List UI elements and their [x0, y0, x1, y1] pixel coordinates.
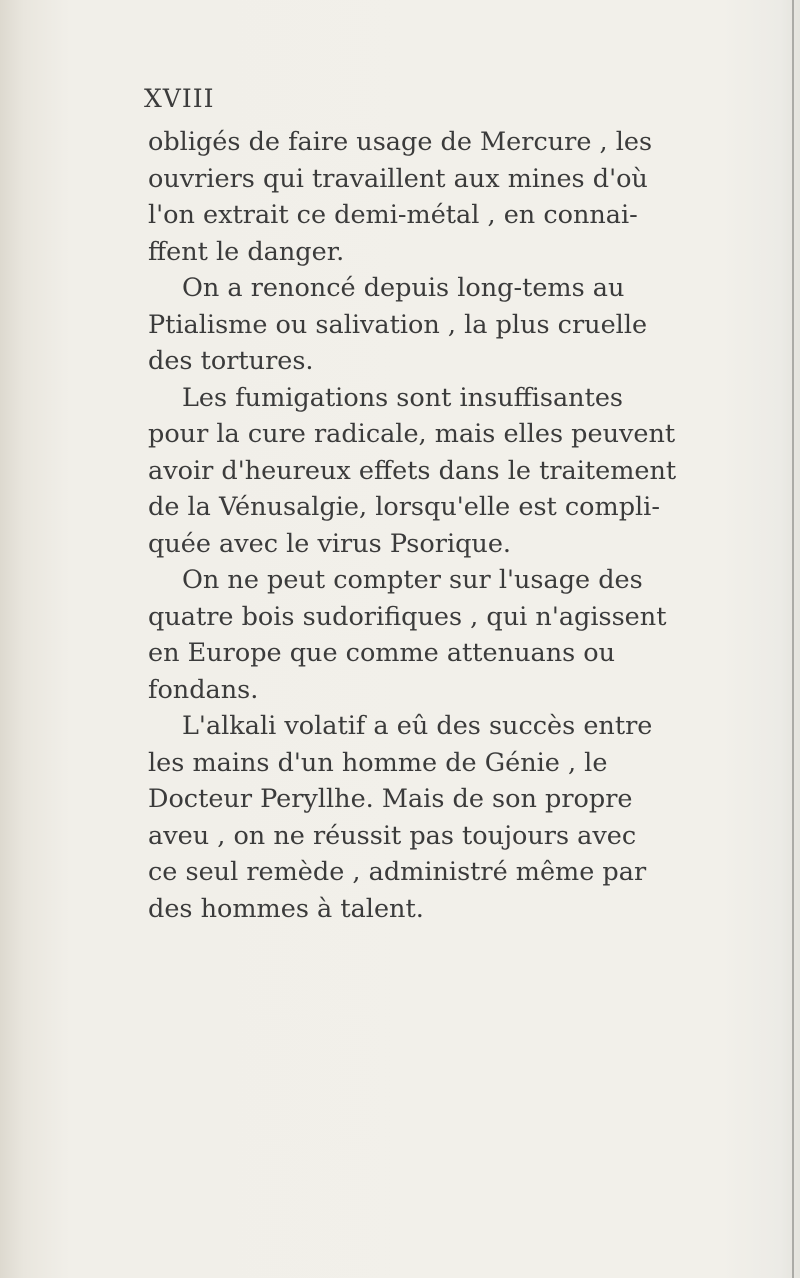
- text-line: obligés de faire usage de Mercure , les: [148, 127, 653, 157]
- body-text: [148, 124, 794, 927]
- text-line: en Europe que comme attenuans ou: [148, 638, 616, 668]
- text-line: Les fumigations sont insuffisantes: [182, 382, 624, 413]
- text-line: ce seul remède , administré même par: [148, 857, 647, 887]
- text-line: ffent le danger.: [148, 236, 345, 267]
- text-line: quatre bois sudorifiques , qui n'agissent: [148, 601, 667, 632]
- text-line: des hommes à talent.: [148, 893, 424, 924]
- text-line: Docteur Peryllhe. Mais de son propre: [148, 784, 633, 814]
- text-line: L'alkali volatif a eû des succès entre: [182, 711, 653, 741]
- text-line: On ne peut compter sur l'usage des: [182, 565, 643, 595]
- text-line: des tortures.: [148, 346, 314, 376]
- text-line: de la Vénusalgie, lorsqu'elle est compli-: [148, 492, 660, 522]
- text-line: pour la cure radicale, mais elles peuvent: [148, 419, 676, 449]
- text-line: quée avec le virus Psorique.: [148, 528, 512, 559]
- text-line: les mains d'un homme de Génie , le: [148, 747, 608, 778]
- text-line: Ptialisme ou salivation , la plus cruelle: [148, 309, 648, 340]
- text-line: On a renoncé depuis long-tems au: [182, 273, 625, 303]
- text-line: l'on extrait ce demi-métal , en connai-: [148, 200, 638, 230]
- text-line: fondans.: [148, 674, 259, 705]
- text-line: ouvriers qui travaillent aux mines d'où: [148, 163, 648, 194]
- text-line: avoir d'heureux effets dans le traitement: [148, 455, 677, 486]
- page-number: XVIII: [144, 84, 215, 113]
- text-line: aveu , on ne réussit pas toujours avec: [148, 820, 637, 851]
